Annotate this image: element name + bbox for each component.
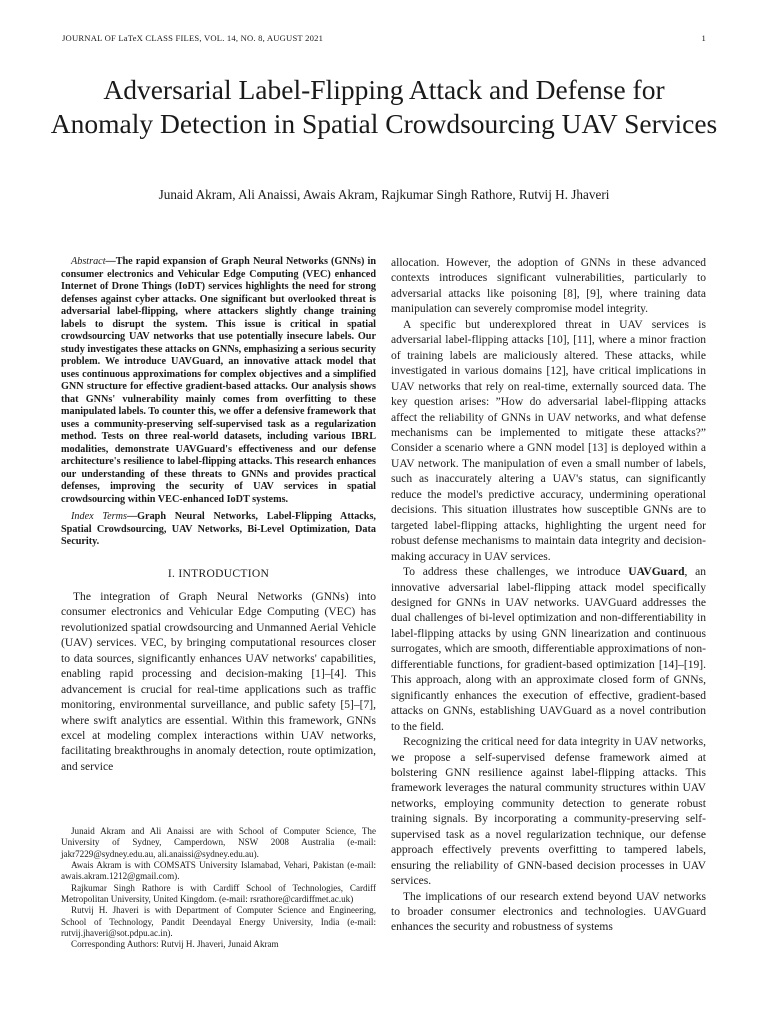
index-terms-label: Index Terms: [71, 511, 127, 522]
abstract-text: —The rapid expansion of Graph Neural Networks (GNNs) in consumer electronics and Vehicular Edge Computing (VEC) enhanced Internet of Drone Things (IoDT) services highlights the need for strong defenses against cyber attacks. One significant but overlooked threat is adversarial label-flipping, where attackers slightly change training labels to disrupt the system. This issue is critical in spatial crowdsourcing UAV networks that use potentially insecure labels. Our study investigates these attacks on GNNs, emphasizing a serious security problem. We introduce UAVGuard, an innovative attack model that uses continuous approximations for complex objectives and a simplified GNN structure for effective gradient-based attacks. Our analysis shows that GNNs' vulnerability mainly comes from overfitting to these manipulated labels. To counter this, we offer a defensive framework that uses a community-preserving self-supervised task as a regularization method. Tests on three real-world datasets, including various IBRL modalities, demonstrate UAVGuard's effectiveness and our defense architecture's resilience to label-flipping attacks. This research enhances our understanding of these threats to GNNs and provides practical defenses, improving the security of UAV services in spatial crowdsourcing within VEC-enhanced IoDT systems.: [61, 256, 376, 505]
p3-body: , an innovative adversarial label-flipping attack model specifically designed for GNNs in UAV networks. UAVGuard addresses the dual challenges of bi-level optimization and non-differentiability in label-flipping attacks by using GNN linearization and continuous surrogates, which are smooth, differentiable approximations of non-differentiable functions, for gradient-based optimization [14]–[19]. This approach, along with an approximate closed form of GNNs, significantly enhances the execution of effective, gradient-based attacks on GNNs, establishing UAVGuard as a novel contribution to the field.: [391, 566, 706, 733]
footnote-affiliation: Awais Akram is with COMSATS University Islamabad, Vehari, Pakistan (e-mail: awais.akram.1212@gmail.com).: [61, 860, 376, 882]
index-terms: [61, 511, 376, 549]
index-terms-text: —Graph Neural Networks, Label-Flipping Attacks, Spatial Crowdsourcing, UAV Networks, Bi-Level Optimization, Data Security.: [61, 511, 376, 547]
intro-paragraph-3: [391, 565, 706, 735]
footnote-affiliation: Rutvij H. Jhaveri is with Department of Computer Science and Engineering, School of Technology, Pandit Deendayal Energy University, India (e-mail: rutvij.jhaveri@sot.pdpu.ac.in).: [61, 905, 376, 939]
footnote-affiliation: Rajkumar Singh Rathore is with Cardiff School of Technologies, Cardiff Metropolitan University, United Kingdom. (e-mail: rsrathore@cardiffmet.ac.uk): [61, 882, 376, 905]
p3-lead: To address these challenges, we introduce: [403, 566, 629, 579]
uavguard-term: UAVGuard: [628, 566, 685, 579]
section-heading-introduction: I. INTRODUCTION: [167, 567, 270, 580]
intro-paragraph-2: A specific but underexplored threat in UAV services is adversarial label-flipping attacks [10], [11], where a minor fraction of training labels are maliciously altered. These attacks, while investigated in various domains [12], have critical implications in UAV networks that rely on real-time, externally sourced data. The key question arises: ”How do adversarial label-flipping attacks affect the reliability of GNNs in UAV networks, and what defense mechanisms can be implemented to mitigate these attacks?” Consider a scenario where a GNN model [13] is deployed within a UAV network. The manipulation of even a small number of labels, such as inaccurately altering a UAV's status, can significantly reduce the model's predictive accuracy, undermining operational decisions. This situation illustrates how susceptible GNNs are to targeted label-flipping attacks, highlighting the urgent need for robust defense mechanisms to maintain data integrity and decision-making accuracy in UAV services.: [391, 318, 706, 563]
abstract: [61, 256, 376, 506]
paper-title: Adversarial Label-Flipping Attack and Defense for Anomaly Detection in Spatial Crowdsourcing UAV Services: [50, 74, 718, 139]
page-number: 1: [701, 33, 706, 43]
intro-paragraph-4: Recognizing the critical need for data integrity in UAV networks, we propose a self-supervised defense framework aimed at bolstering GNN resilience against label-flipping attacks. This framework leverages the natural community structures within UAV networks, employing community detection to generate robust training signals. By incorporating a community-preserving self-supervised task as a novel regularization technique, our defense approach effectively prevents overfitting to tampered labels, ensuring the reliability of GNN-based decision processes in UAV services.: [391, 736, 706, 888]
author-footnotes: [61, 826, 376, 951]
author-list: Junaid Akram, Ali Anaissi, Awais Akram, Rajkumar Singh Rathore, Rutvij H. Jhaveri: [158, 187, 610, 202]
abstract-label: Abstract: [71, 256, 106, 267]
running-header: [62, 33, 706, 43]
intro-paragraph-1: The integration of Graph Neural Networks (GNNs) into consumer electronics and Vehicular Edge Computing (VEC) has revolutionized spatial crowdsourcing and Unmanned Aerial Vehicle (UAV) services. VEC, by bringing computational resources closer to data sources, significantly enhances UAV networks' capabilities, enabling rapid processing and decision-making [1]–[4]. This advancement is crucial for real-time applications such as traffic monitoring, environmental surveillance, and public safety [5]–[7], where swift analytics are essential. Within this framework, GNNs excel at modeling complex interactions within UAV networks, facilitating breakthroughs in anomaly detection, route optimization, and service: [61, 590, 376, 773]
right-column: [391, 256, 706, 936]
left-column: [61, 256, 376, 775]
footnote-corresponding: Corresponding Authors: Rutvij H. Jhaveri, Junaid Akram: [71, 939, 279, 950]
footnote-affiliation: Junaid Akram and Ali Anaissi are with School of Computer Science, The University of Sydney, Camperdown, NSW 2008 Australia (e-mail: jakr7229@sydney.edu.au, ali.anaissi@sydney.edu.au).: [61, 826, 376, 859]
intro-paragraph-5: The implications of our research extend beyond UAV networks to broader consumer electronics and technologies. UAVGuard enhances the security and robustness of systems: [391, 890, 706, 934]
journal-info: JOURNAL OF LaTeX CLASS FILES, VOL. 14, NO. 8, AUGUST 2021: [62, 33, 324, 43]
intro-paragraph-1-continued: allocation. However, the adoption of GNNs in these advanced contexts introduces significant vulnerabilities, particularly to adversarial attacks like poisoning [8], [9], where training data manipulation can severely compromise model integrity.: [391, 257, 706, 316]
